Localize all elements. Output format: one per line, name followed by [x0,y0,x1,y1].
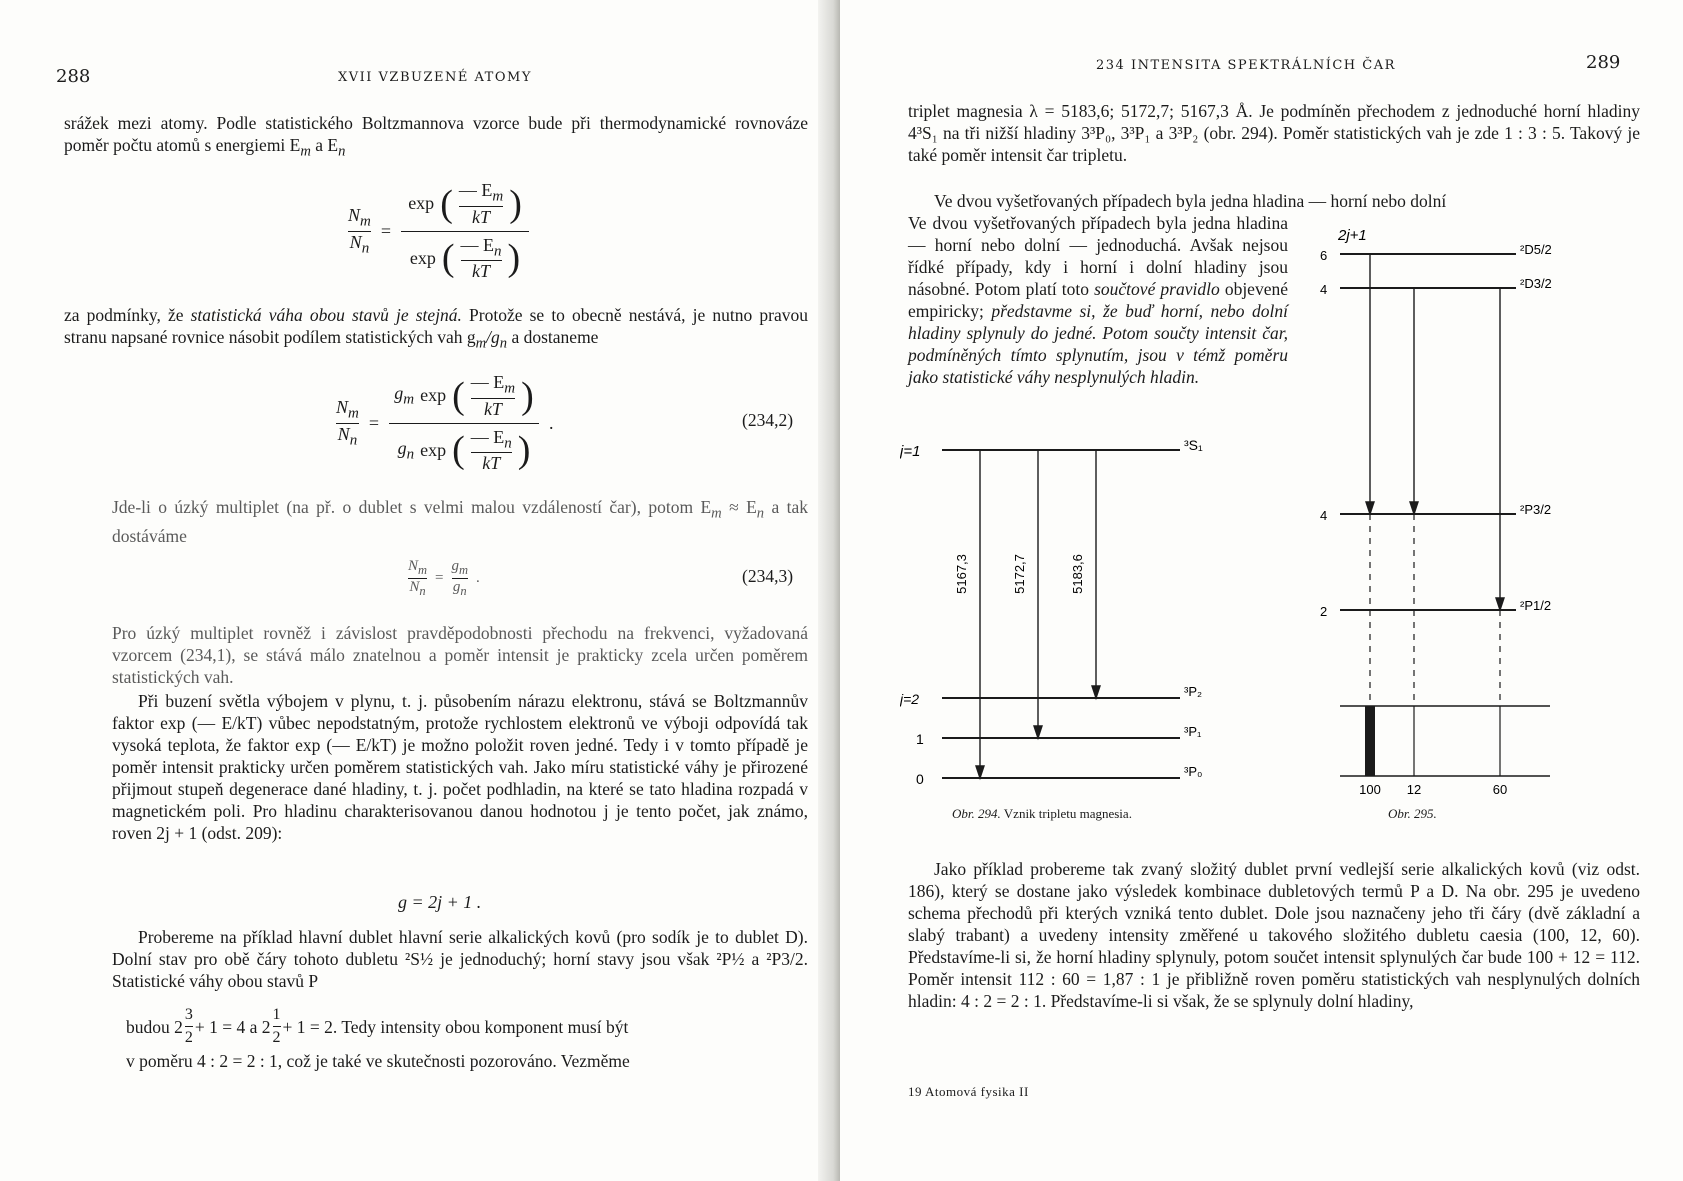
left-para-8: v poměru 4 : 2 = 2 : 1, což je také ve skutečnosti pozorováno. Vezměme [126,1051,630,1071]
left-para-2: za podmínky, že statistická váha obou stavů je stejná. Protože se to obecně nestává, je nutno pravou stranu napsané rovnice násobit podílem statistických vah $g_m/g_n$ a dostaneme [64,305,808,352]
fig294-j2-label: j=2 [900,691,920,707]
right-running-head: 234 INTENSITA SPEKTRÁLNÍCH ČAR [1096,58,1396,73]
fig295-2P32: ²P3/2 [1520,502,1552,517]
left-page-number: 288 [56,66,91,87]
fig295-w2: 2 [1320,604,1328,619]
left-para-4: Pro úzký multiplet rovněž i závislost pravděpodobnosti přechodu na frekvenci, vyžadovaná vzorcem (234,1), se stává málo znatelnou a poměr intensit je prakticky zcela určen poměrem statistických vah. [112,623,808,687]
fig295-transitions [1366,254,1504,610]
fig295-intensity-100: 100 [1359,782,1381,797]
left-para-5: Při buzení světla výbojem v plynu, t. j. působením nárazu elektronu, stává se Boltzmannův faktor exp (— E/kT) vůbec nepodstatným, protože rychlostem elektronů ve výboji odpovídá tak vysoká teplota, že faktor exp (— E/kT) je možno položit roven jedné. Tedy i v tomto případě je poměr intensit prakticky určen poměrem statistických vah. Jako míru statistické váhy je přirozené přijmout stupeň degenerace dané hladiny, t. j. počet podhladin, na které se tato hladina rozpadá v magnetickém poli. Pro hladinu charakterisovanou danou hodnotou j je tento počet, jak známo, roven 2j + 1 (odst. 209): [112,691,808,843]
fig295-lower-levels [1320,502,1551,619]
fig295-axis-label: 2j+1 [1338,227,1367,244]
left-running-head: XVII VZBUZENÉ ATOMY [338,70,532,85]
figure-294-magnesium-triplet [900,420,1260,790]
fig294-wl-5172: 5172,7 [1012,554,1027,594]
fig294-caption: Obr. 294. Vznik tripletu magnesia. [952,806,1132,821]
eq-number-234-2: (234,2) [742,410,794,430]
fig294-wl-5183: 5183,6 [1070,554,1085,594]
fig295-line-60 [1499,706,1500,776]
fig294-3P0: ³P₀ [1184,764,1203,779]
eq-number-234-3: (234,3) [742,566,794,586]
left-page [0,0,840,1181]
right-page [840,0,1683,1181]
eq1-lhs: $\frac{N_m}{N_n}$ [348,205,371,257]
fig295-line-100 [1365,706,1375,776]
fig295-w4-upper: 4 [1320,282,1328,297]
fig295-intensity-12: 12 [1406,782,1422,797]
fig294-upper-term: ³S₁ [1184,437,1203,453]
page-footer-signature: 19 Atomová fysika II [908,1084,1029,1099]
fig294-3P2: ³P₂ [1184,684,1203,699]
fig295-line-12 [1413,706,1414,776]
right-para-2: Ve dvou vyšetřovaných případech byla jedna hladina — horní nebo dolní — jednoduchá. Avšak nejsou řídké případy, kdy i horní i dolní hladiny jsou násobné. Potom platí toto součtové pravidlo objevené empiricky; představme si, že buď horní, nebo dolní hladiny splynuly do jedné. Potom součty intensit čar, podmíněných tímto splynutím, jsou v témž poměru jako statistické váhy nesplynulých hladin. [908,213,1289,387]
equation-234-3: $\frac{N_m}{N_n}$ = $\frac{g_m}{g_n}$ . [408,558,480,598]
left-para-6: Probereme na příklad hlavní dublet hlavní serie alkalických kovů (pro sodík je to dublet D). Dolní stav pro obě čáry tohoto dubletu ²S½ je jednoduchý; horní stavy jsou však ²P½ a ²P3/2. Statistické váhy obou stavů P [112,927,808,991]
fig294-transitions [976,450,1100,778]
eq1-rhs: exp ( $\frac{— E_m}{kT}$ ) exp ( $\frac{— E_n}{kT}$ ) [401,180,529,282]
left-para-7: budou 2 $\frac{3}{2}$ + 1 = 4 a 2 $\frac{1}{2}$ + 1 = 2. Tedy intensity obou komponent musí být [126,1006,629,1046]
fig294-upper-j: j=1 [900,443,921,460]
fig295-2P12: ²P1/2 [1520,598,1552,613]
fig295-upper-levels [1320,242,1552,297]
fig294-j0-label: 0 [916,771,924,787]
equation-statistical-weight: g = 2j + 1 . [398,892,482,912]
fig295-2D52: ²D5/2 [1520,242,1552,257]
right-para-1: triplet magnesia λ = 5183,6; 5172,7; 5167,3 Å. Je podmíněn přechodem z jednoduché horní hladiny 4³S₁ na tři nižší hladiny 3³P₀, 3³P₁ a 3³P₂ (obr. 294). Poměr statistických vah je zde 1 : 3 : 5. Takový je také poměr intensit čar tripletu. [908,101,1640,165]
fig294-3P1: ³P₁ [1184,724,1202,739]
right-para-3: Jako příklad probereme tak zvaný složitý dublet první vedlejší serie alkalických kovů (viz odst. 186), který se dostane jako výsledek kombinace dubletových termů P a D. Na obr. 295 je uvedeno schema přechodů při kterých vzniká tento dublet. Dole jsou naznačeny jeho tři čáry (dvě základní a slabý trabant) a uvedeny intensity změřené u takového složitého dubletu caesia (100, 12, 60). Představíme-li si, že horní hladiny splynuly, potom součet intensit splynulých čar bude 100 + 12 = 112. Poměr intensit 112 : 60 = 1,87 : 1 je přibližně roven poměru statistických vah nesplynulých dolních hladin: 4 : 2 = 2 : 1. Představíme-li si však, že se splynuly dolní hladiny, [908,859,1640,1011]
figure-295-compound-doublet [1310,222,1610,817]
fig295-w4-lower: 4 [1320,508,1328,523]
fig294-wl-5167: 5167,3 [954,554,969,594]
fig295-spectrum [1340,706,1550,797]
equation-234-2: $\frac{N_m}{N_n}$ = $g_m$ exp ( $\frac{— E_m}{kT}$ ) $g_n$ exp ( $\frac{— E_n}{kT}$ ) . [336,372,554,474]
equation-boltzmann-ratio: $\frac{N_m}{N_n}$ = exp ( $\frac{— E_m}{kT}$ ) exp ( $\frac{— E_n}{kT}$ ) [348,180,529,282]
left-para-3: Jde-li o úzký multiplet (na př. o dublet s velmi malou vzdáleností čar), potom $E_m \approx E_n$ a tak dostáváme [112,497,808,546]
fig294-lower-levels [900,684,1202,787]
fig295-2D32: ²D3/2 [1520,276,1552,291]
fig295-intensity-60: 60 [1492,782,1508,797]
fig295-caption: Obr. 295. [1388,806,1437,821]
fig295-w6: 6 [1320,248,1328,263]
left-para-1: srážek mezi atomy. Podle statistického Boltzmannova vzorce bude při thermodynamické rovnováze poměr počtu atomů s energiemi $E_m$ a $E_n$ [64,113,808,160]
fig294-upper-level [900,437,1203,460]
right-page-number: 289 [1586,52,1621,73]
fig294-j1-label: 1 [916,731,924,747]
right-para-2-first-line: Ve dvou vyšetřovaných případech byla jedna hladina — horní nebo dolní [934,191,1447,211]
fig294-wavelength-labels [954,554,1085,594]
